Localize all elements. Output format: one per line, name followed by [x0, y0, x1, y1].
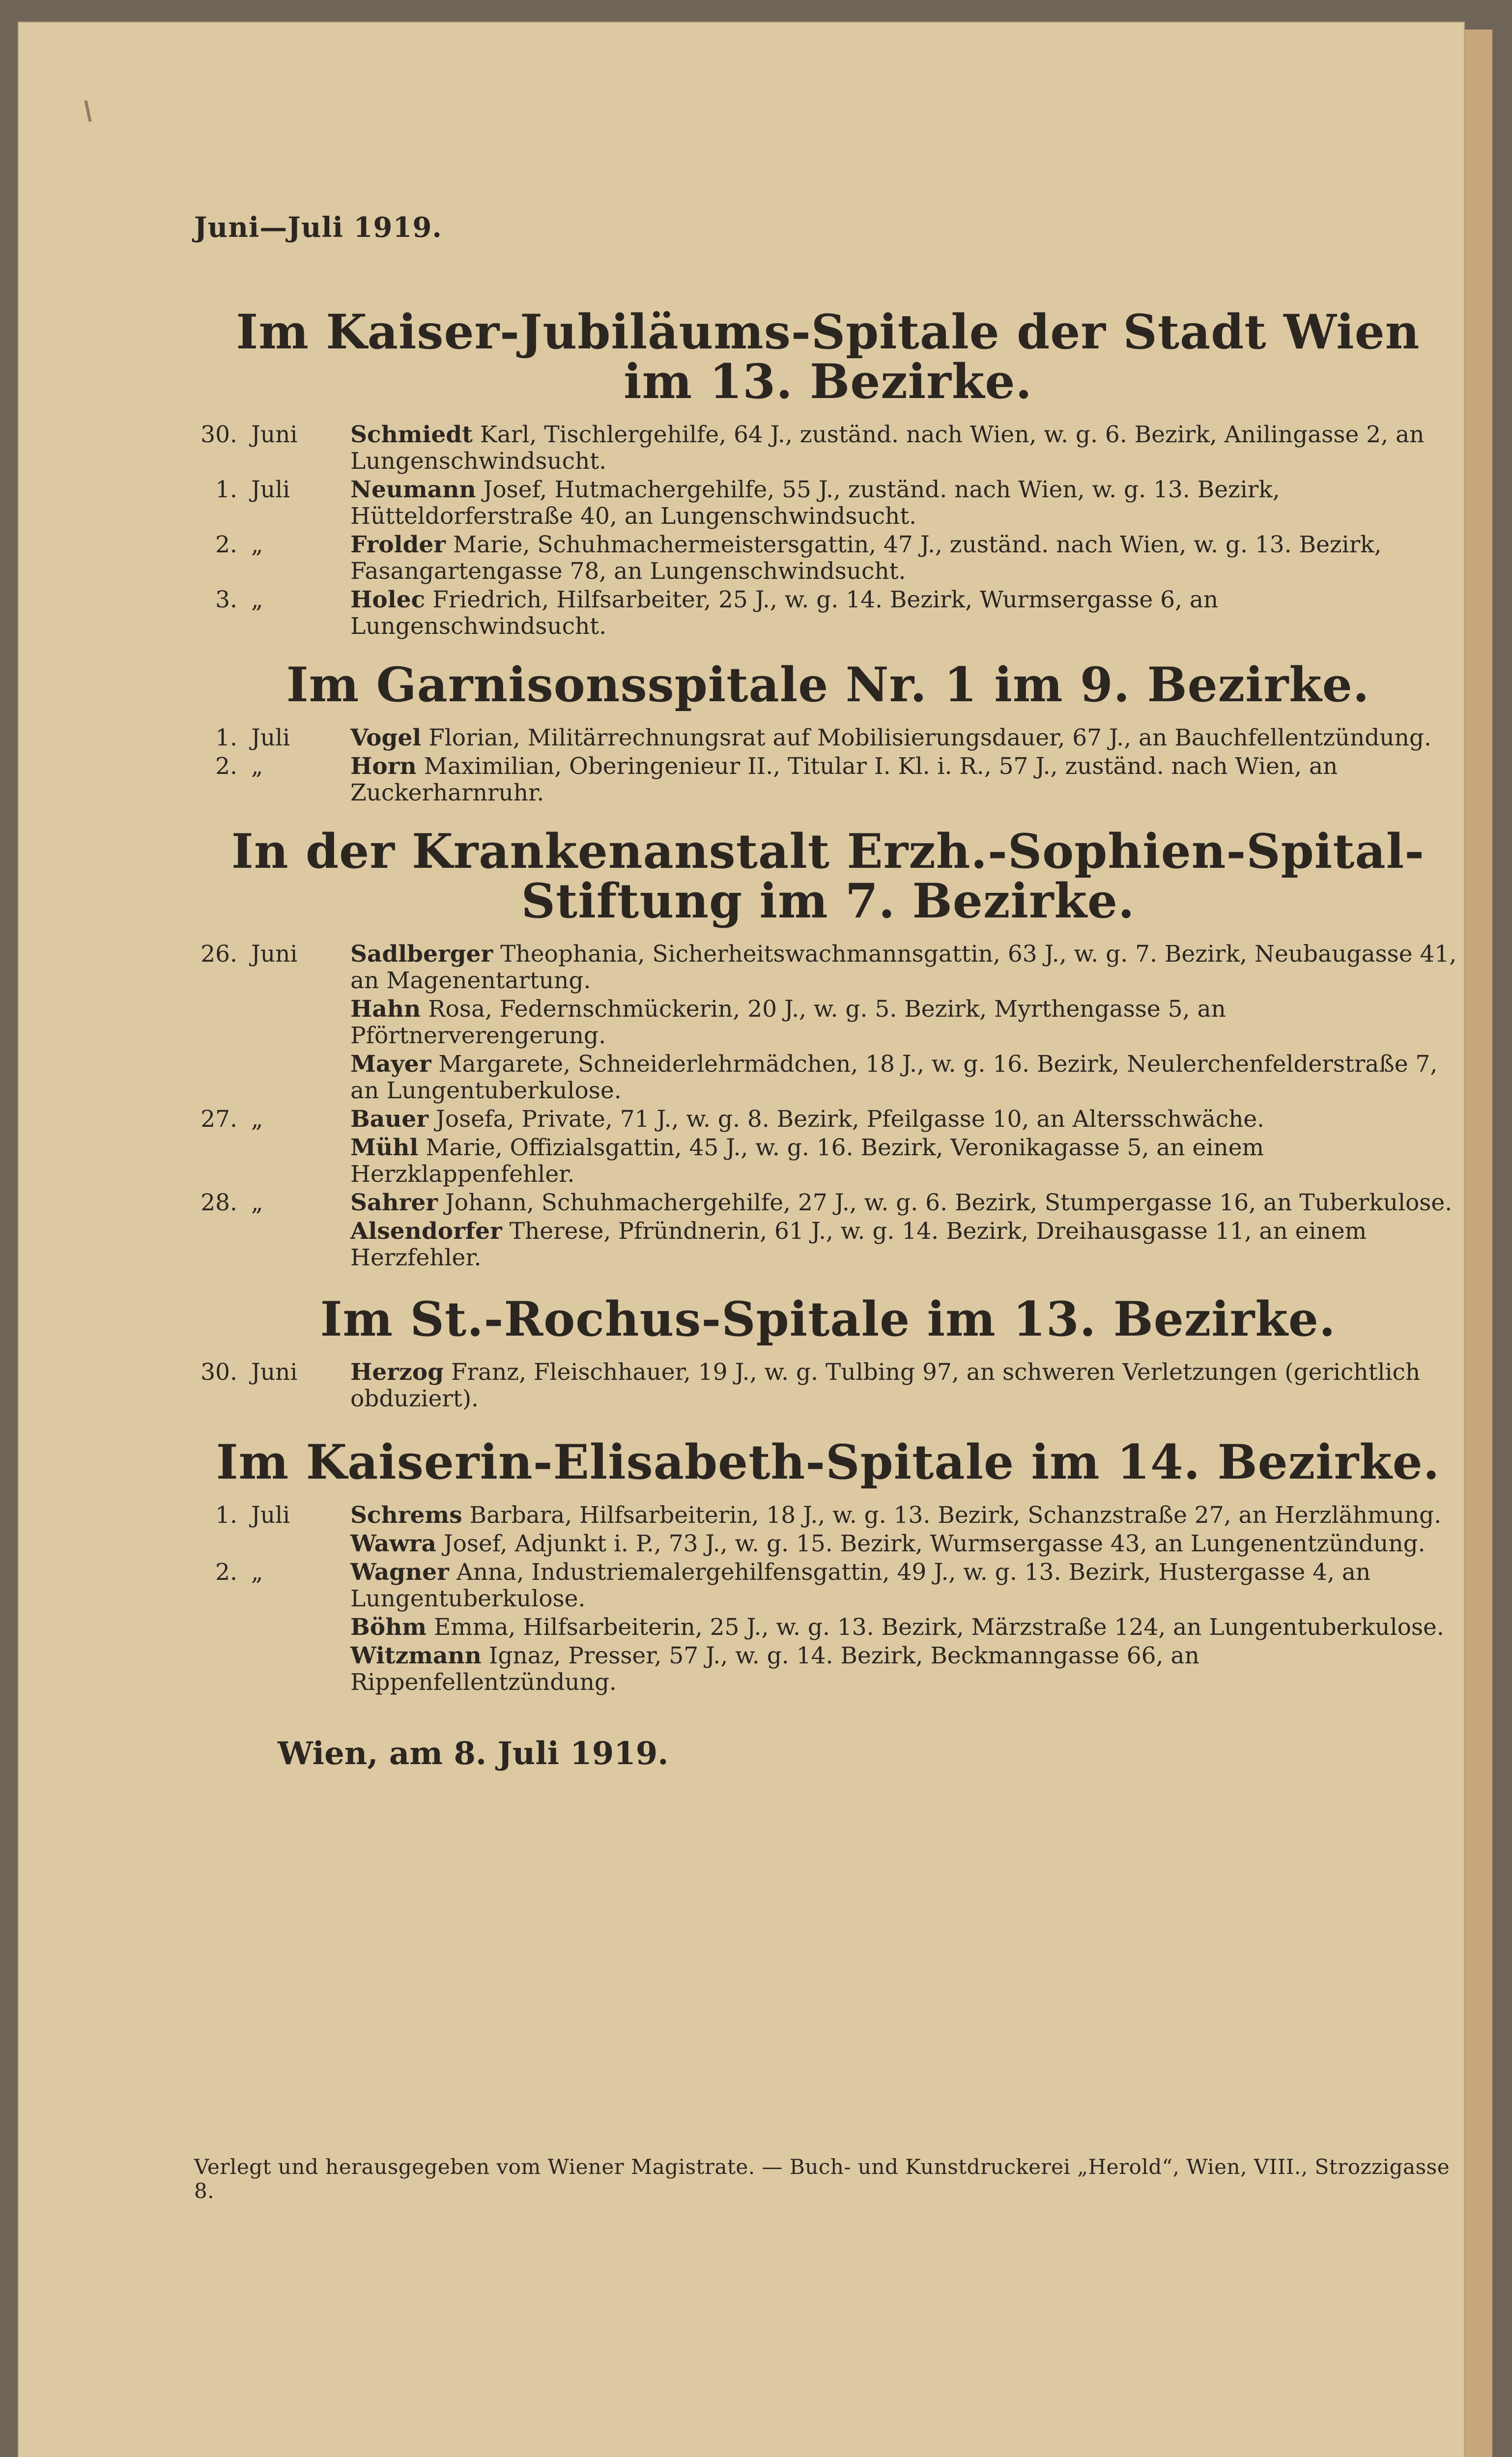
entry-month: Juni [251, 940, 298, 968]
entry-name: Böhm [350, 1613, 427, 1641]
death-entry [194, 1359, 1462, 1412]
entry-details: Franz, Fleischhauer, 19 J., w. g. Tulbing 97, an schweren Verletzungen (gerichtlich obduziert). [350, 1358, 1421, 1412]
entry-text [325, 422, 1462, 475]
entry-details: Josef, Hutmachergehilfe, 55 J., zuständ. nach Wien, w. g. 13. Bezirk, Hütteldorferstraße 40, an Lungenschwindsucht. [350, 476, 1280, 530]
section-heading: Im Garnisonsspitale Nr. 1 im 9. Bezirke. [286, 657, 1370, 713]
entry-day: 1. [215, 724, 237, 751]
entry-list [194, 422, 1462, 640]
entry-details: Barbara, Hilfsarbeiterin, 18 J., w. g. 13. Bezirk, Schanzstraße 27, an Herzlähmung. [469, 1501, 1442, 1529]
entry-text [325, 753, 1462, 806]
date-range: Juni—Juli 1919. [194, 211, 442, 244]
entry-text [325, 1559, 1462, 1612]
death-entry [194, 1643, 1462, 1696]
entry-day: 30. [200, 421, 237, 448]
death-entry [194, 996, 1462, 1049]
entry-details: Theophania, Sicherheitswachmannsgattin, 63 J., w. g. 7. Bezirk, Neubaugasse 41, an Magenentartung. [350, 940, 1457, 994]
entry-text [325, 1502, 1462, 1529]
death-entry [194, 1614, 1462, 1641]
death-entry [194, 1106, 1462, 1133]
entry-day: 1. [215, 1501, 237, 1529]
entry-details: Anna, Industriemalergehilfensgattin, 49 J., w. g. 13. Bezirk, Hustergasse 4, an Lungentuberkulose. [350, 1558, 1371, 1612]
entry-text [325, 1359, 1462, 1412]
death-entry [194, 477, 1462, 530]
entry-month: „ [251, 1105, 263, 1133]
death-entry [194, 532, 1462, 585]
entry-text [325, 1643, 1462, 1696]
entry-text [325, 725, 1462, 751]
entry-text [325, 532, 1462, 585]
entry-name: Neumann [350, 476, 476, 503]
entry-day: 27. [200, 1105, 237, 1133]
entry-details: Margarete, Schneiderlehrmädchen, 18 J., w. g. 16. Bezirk, Neulerchenfelderstraße 7, an Lungentuberkulose. [350, 1050, 1438, 1104]
entry-name: Mühl [350, 1134, 419, 1161]
entry-day: 1. [215, 476, 237, 503]
entry-name: Sahrer [350, 1189, 438, 1216]
entry-name: Mayer [350, 1050, 431, 1078]
pencil-mark [84, 100, 91, 122]
entry-name: Herzog [350, 1358, 444, 1386]
death-entry [194, 1531, 1462, 1557]
death-entry [194, 1190, 1462, 1216]
section-heading: Im Kaiser-Jubiläums-Spitale der Stadt Wien im 13. Bezirke. [236, 304, 1420, 409]
death-entry [194, 753, 1462, 806]
entry-details: Marie, Schuhmachermeistersgattin, 47 J., zuständ. nach Wien, w. g. 13. Bezirk, Fasangartengasse 78, an Lungenschwindsucht. [350, 531, 1382, 585]
death-entry [194, 1135, 1462, 1188]
entry-day: 2. [215, 531, 237, 558]
entry-month: „ [251, 1558, 263, 1586]
entry-name: Frolder [350, 531, 446, 558]
entry-text [325, 477, 1462, 530]
entry-month: Juni [251, 421, 298, 448]
entry-list [194, 1502, 1462, 1696]
entry-details: Florian, Militärrechnungsrat auf Mobilisierungsdauer, 67 J., an Bauchfellentzündung. [428, 724, 1431, 751]
death-entry [194, 725, 1462, 751]
entry-details: Ignaz, Presser, 57 J., w. g. 14. Bezirk, Beckmanngasse 66, an Rippenfellentzündung. [350, 1642, 1199, 1696]
entry-text [325, 1051, 1462, 1104]
entry-day: 28. [200, 1189, 237, 1216]
entry-month: Juni [251, 1358, 298, 1386]
entry-details: Johann, Schuhmachergehilfe, 27 J., w. g. 6. Bezirk, Stumpergasse 16, an Tuberkulose. [445, 1189, 1453, 1216]
page-edge [1465, 29, 1492, 2457]
entry-month: Juli [251, 476, 290, 503]
entry-text [325, 1531, 1462, 1557]
entry-day: 2. [215, 1558, 237, 1586]
entry-day: 2. [215, 752, 237, 780]
entry-details: Marie, Offizialsgattin, 45 J., w. g. 16. Bezirk, Veronikagasse 5, an einem Herzklappenfehler. [350, 1134, 1264, 1188]
entry-text [325, 1218, 1462, 1271]
entry-name: Schrems [350, 1501, 462, 1529]
entry-name: Witzmann [350, 1642, 482, 1669]
death-entry [194, 941, 1462, 994]
death-entry [194, 1051, 1462, 1104]
entry-name: Alsendorfer [350, 1217, 502, 1245]
entry-name: Schmiedt [350, 421, 473, 448]
entry-details: Emma, Hilfsarbeiterin, 25 J., w. g. 13. Bezirk, Märzstraße 124, an Lungentuberkulose. [433, 1613, 1444, 1641]
entry-details: Therese, Pfründnerin, 61 J., w. g. 14. Bezirk, Dreihausgasse 11, an einem Herzfehler. [350, 1217, 1367, 1272]
entry-details: Maximilian, Oberingenieur II., Titular I. Kl. i. R., 57 J., zuständ. nach Wien, an Zuckerharnruhr. [350, 752, 1338, 806]
entry-text [325, 1614, 1462, 1641]
entry-day: 3. [215, 586, 237, 613]
section-heading: Im St.-Rochus-Spitale im 13. Bezirke. [320, 1291, 1336, 1347]
entry-name: Hahn [350, 995, 421, 1023]
entry-details: Josef, Adjunkt i. P., 73 J., w. g. 15. Bezirk, Wurmsergasse 43, an Lungenentzündung. [443, 1530, 1426, 1557]
entry-details: Rosa, Federnschmückerin, 20 J., w. g. 5. Bezirk, Myrthengasse 5, an Pförtnerverengerung. [350, 995, 1226, 1049]
entry-month: „ [251, 752, 263, 780]
death-entry [194, 422, 1462, 475]
entry-text [325, 1135, 1462, 1188]
entry-list [194, 941, 1462, 1272]
entry-name: Horn [350, 752, 417, 780]
section-heading: Im Kaiserin-Elisabeth-Spitale im 14. Bezirke. [216, 1434, 1440, 1490]
entry-details: Friedrich, Hilfsarbeiter, 25 J., w. g. 14. Bezirk, Wurmsergasse 6, an Lungenschwindsucht. [350, 586, 1219, 640]
death-entry [194, 1559, 1462, 1612]
entry-list [194, 725, 1462, 806]
entry-name: Bauer [350, 1105, 429, 1133]
entry-text [325, 996, 1462, 1049]
entry-month: „ [251, 586, 263, 613]
entry-day: 30. [200, 1358, 237, 1386]
document-body [194, 211, 1462, 1803]
entry-name: Vogel [350, 724, 422, 751]
entry-name: Wagner [350, 1558, 449, 1586]
entry-details: Karl, Tischlergehilfe, 64 J., zuständ. nach Wien, w. g. 6. Bezirk, Anilingasse 2, an Lungenschwindsucht. [350, 421, 1425, 475]
entry-text [325, 1106, 1462, 1133]
entry-text [325, 941, 1462, 994]
closing-date: Wien, am 8. Juli 1919. [278, 1735, 669, 1772]
entry-name: Sadlberger [350, 940, 493, 968]
entry-details: Josefa, Private, 71 J., w. g. 8. Bezirk, Pfeilgasse 10, an Altersschwäche. [435, 1105, 1265, 1133]
entry-list [194, 1359, 1462, 1412]
entry-month: Juli [251, 1501, 290, 1529]
death-entry [194, 1218, 1462, 1271]
entry-month: „ [251, 1189, 263, 1216]
entry-month: Juli [251, 724, 290, 751]
entry-name: Wawra [350, 1530, 436, 1557]
death-entry [194, 1502, 1462, 1529]
entry-day: 26. [200, 940, 237, 968]
entry-name: Holec [350, 586, 426, 613]
entry-text [325, 1190, 1462, 1216]
death-entry [194, 587, 1462, 640]
publisher-footer: Verlegt und herausgegeben vom Wiener Magistrate. — Buch- und Kunstdruckerei „Herold“, Wien, VIII., Strozzigasse 8. [194, 2155, 1450, 2203]
section-heading: In der Krankenanstalt Erzh.-Sophien-Spital-Stiftung im 7. Bezirke. [231, 823, 1425, 929]
entry-month: „ [251, 531, 263, 558]
entry-text [325, 587, 1462, 640]
